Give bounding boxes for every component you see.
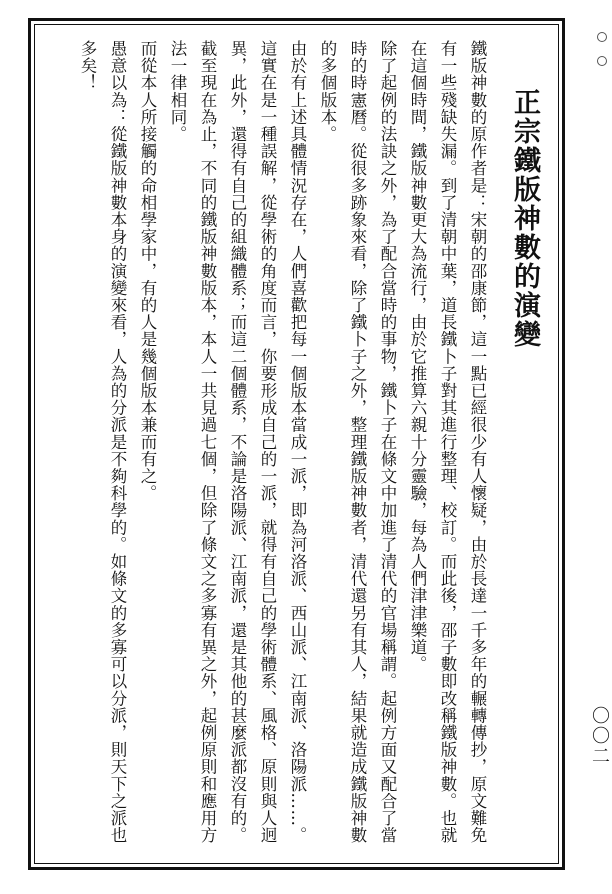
paragraph-1: 鐵版神數的原作者是：宋朝的邵康節，這一點已經很少有人懷疑，由於長達一千多年的輾轉傳抄，原文難免有一些殘缺失漏。到了清朝中葉，道長鐵卜子對其進行整理、校訂。而此後，邵子數即改稱鐵版神數。也就在這個時間，鐵版神數更大為流行，由於它推算六親十分靈驗，每為人們津津樂道。 — [408, 40, 487, 844]
binding-hole-mark — [597, 32, 607, 42]
paragraph-4: 截至現在為止，不同的鐵版神數版本，本人一共見過七個，但除了條文之多寡有異之外，起例原則和應用方法一律相同。 — [168, 40, 217, 844]
paragraph-6: 愚意以為：從鐵版神數本身的演變來看，人為的分派是不夠科學的。如條文的多寡可以分派，則天下之派也多矣！ — [78, 40, 127, 844]
binding-hole-mark — [597, 56, 607, 66]
page-number: 〇〇二 — [589, 706, 610, 766]
paragraph-3: 由於有上述具體情況存在，人們喜歡把每一個版本當成一派，即為河洛派、西山派、江南派、洛陽派……。這實在是一種誤解，從學術的角度而言，你要形成自己的一派，就得有自己的學術體系、風格、原則與人迥異，此外，還得有自己的組織體系；而這二個體系，不論是洛陽派、江南派，還是其他的甚麼派都沒有的。 — [228, 40, 307, 844]
paragraph-2: 除了起例的法訣之外，為了配合當時的事物，鐵卜子在條文中加進了清代的官場稱謂。起例方面又配合了當時的時憲曆。從很多跡象來看，除了鐵卜子之外，整理鐵版神數者，清代還另有其人，結果就造成鐵版神數的多個版本。 — [318, 40, 397, 844]
vertical-text-body — [56, 40, 546, 850]
paragraph-5: 而從本人所接觸的命相學家中，有的人是幾個版本兼而有之。 — [138, 40, 157, 502]
page-title: 正宗鐵版神數的演變 — [509, 88, 540, 349]
